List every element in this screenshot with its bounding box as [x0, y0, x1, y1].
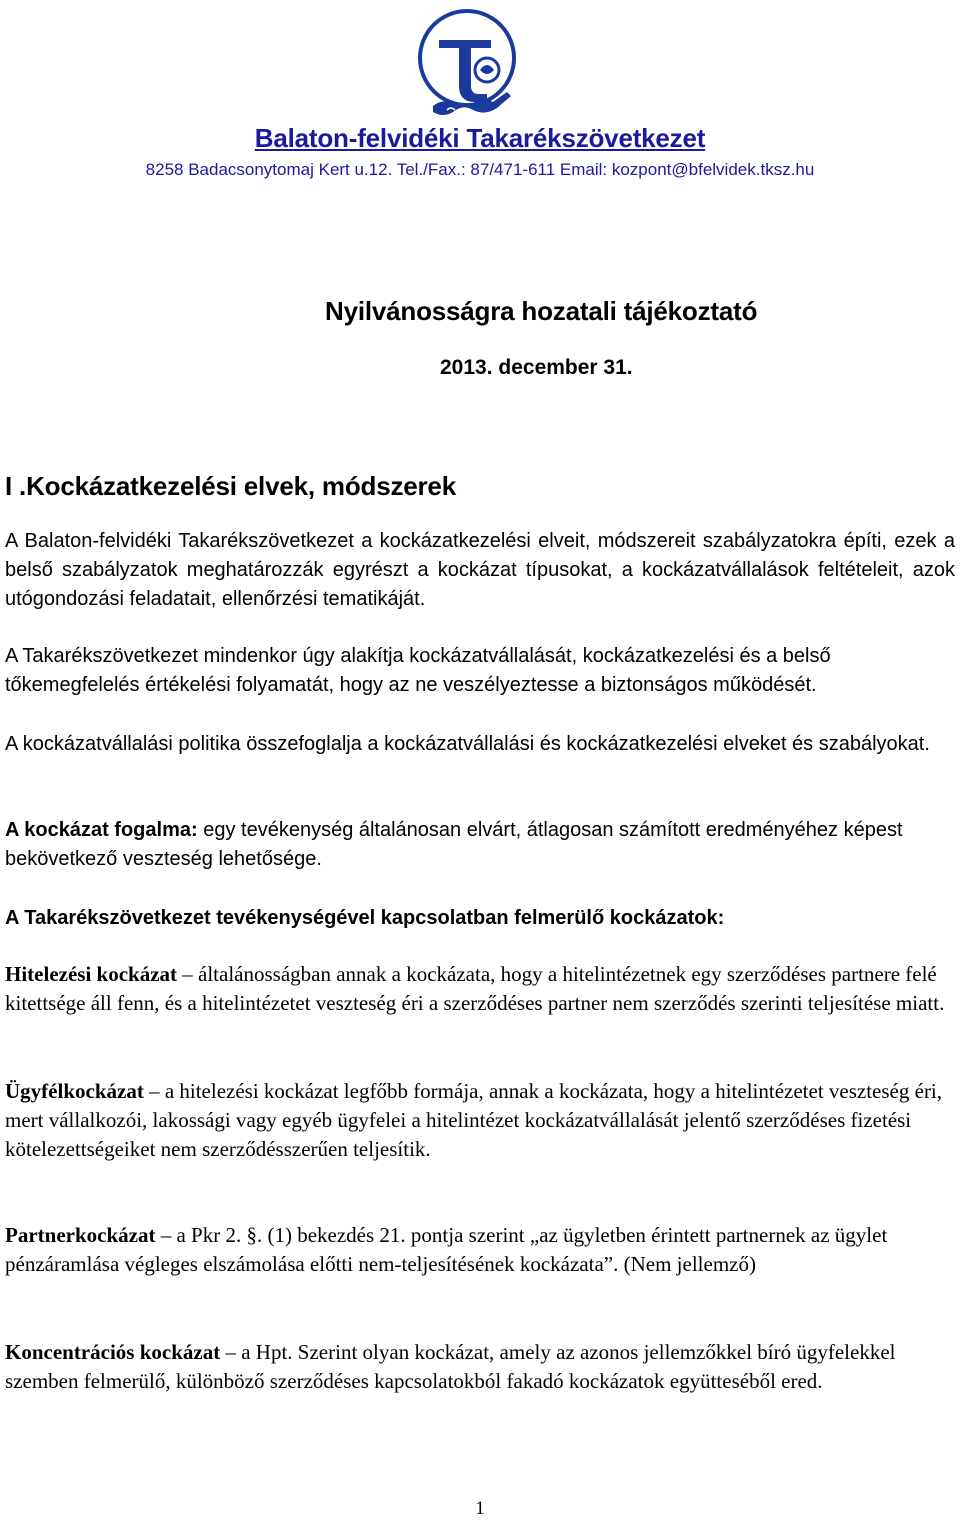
risk-definition-text: egy tevékenység általánosan elvárt, átlagosan számított eredményéhez képest bekövetkező veszteség lehetősége. [5, 819, 903, 870]
risk-term: Ügyfélkockázat [5, 1079, 144, 1103]
intro-paragraph: A Takarékszövetkezet mindenkor úgy alakítja kockázatvállalását, kockázatkezelési és a belső tőkemegfelelés értékelési folyamatát, hogy az ne veszélyeztesse a biztonságos működését. [5, 645, 831, 696]
tksz-logo-icon [413, 6, 519, 124]
risk-item [5, 1077, 955, 1164]
document-title: Nyilvánosságra hozatali tájékoztató [325, 296, 758, 326]
risk-term: Koncentrációs kockázat [5, 1340, 221, 1364]
risk-item [5, 1221, 955, 1279]
risk-text: – a Pkr 2. §. (1) bekezdés 21. pontja szerint „az ügyletben érintett partnernek az ügylet pénzáramlása végleges elszámolása előtti nem-teljesítésének kockázata”. (Nem jellemző) [5, 1223, 888, 1276]
risks-heading: A Takarékszövetkezet tevékenységével kapcsolatban felmerülő kockázatok: [5, 907, 725, 929]
intro-paragraph: A Balaton-felvidéki Takarékszövetkezet a kockázatkezelési elveit, módszereit szabályzatokra építi, ezek a belső szabályzatok meghatározzák egyrészt a kockázat típusokat, a kockázatvállalások feltételeit, azok utógondozási feladatait, ellenőrzési tematikáját. [5, 530, 955, 610]
document-date: 2013. december 31. [440, 356, 633, 379]
risk-text: – a Hpt. Szerint olyan kockázat, amely az azonos jellemzőkkel bíró ügyfelekkel szemben felmerülő, különböző szerződéses kapcsolatokból fakadó kockázatok együtteséből ered. [5, 1340, 896, 1393]
intro-paragraph: A kockázatvállalási politika összefoglalja a kockázatvállalási és kockázatkezelési elveket és szabályokat. [5, 733, 930, 755]
organization-name: Balaton-felvidéki Takarékszövetkezet [254, 123, 706, 153]
risk-definition-term: A kockázat fogalma: [5, 819, 198, 841]
organization-address: 8258 Badacsonytomaj Kert u.12. Tel./Fax.: 87/471-611 Email: kozpont@bfelvidek.tksz.hu [145, 160, 815, 179]
risk-item [5, 1338, 955, 1396]
section-heading: I .Kockázatkezelési elvek, módszerek [5, 471, 456, 501]
risk-text: – általánosságban annak a kockázata, hogy a hitelintézetnek egy szerződéses partnere felé kitettsége áll fenn, és a hitelintézetet veszteség éri a szerződéses partner nem szerződés szerinti teljesítése miatt. [5, 962, 945, 1015]
risk-term: Hitelezési kockázat [5, 962, 178, 986]
risk-term: Partnerkockázat [5, 1223, 156, 1247]
page-number: 1 [475, 1498, 485, 1519]
risk-item [5, 960, 955, 1018]
risk-definition [5, 816, 955, 874]
risk-text: – a hitelezési kockázat legfőbb formája, annak a kockázata, hogy a hitelintézetet veszteség éri, mert vállalkozói, lakossági vagy egyéb ügyfelei a hitelintézet kockázatvállalását jelentő szerződéses fizetési kötelezettségeiket nem szerződésszerűen teljesítik. [5, 1079, 943, 1161]
